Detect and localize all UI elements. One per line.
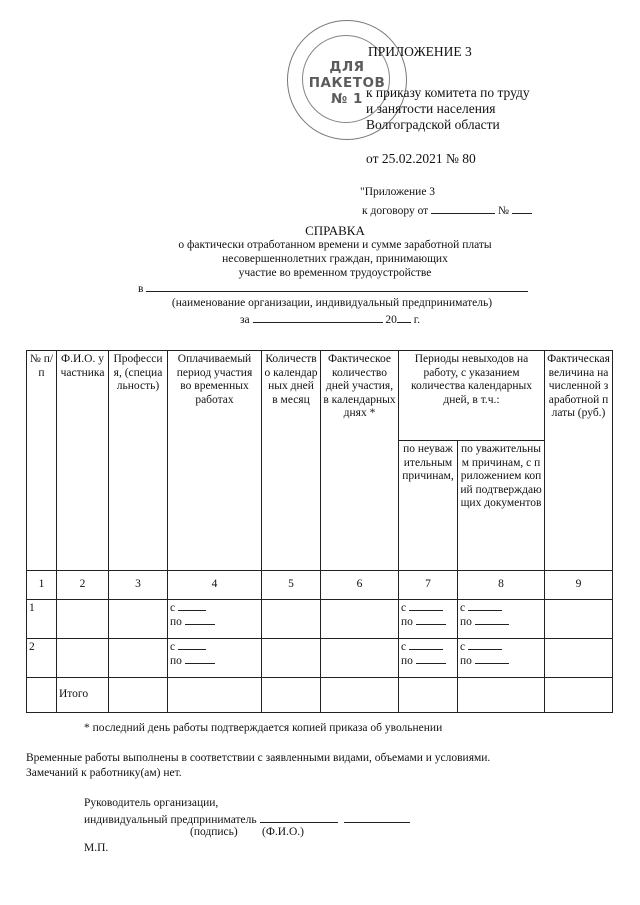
to-blank [475,663,509,664]
year-suffix: г. [413,314,421,326]
header-profession: Профессия, (специальность) [109,351,168,571]
from-blank [409,649,443,650]
signer-title: индивидуальный предприниматель [84,814,257,826]
row-salary-cell [545,600,613,639]
from-blank [468,649,502,650]
column-number: 8 [458,571,545,600]
organization-caption: (наименование организации, индивидуальный предприниматель) [171,297,493,309]
row-fio-cell [57,639,109,678]
column-number: 4 [168,571,262,600]
to-label: по [170,654,182,667]
column-number: 9 [545,571,613,600]
total-cell [109,678,168,713]
to-label: по [401,615,413,628]
row-actual-cell [321,639,399,678]
to-blank [185,663,215,664]
from-label: с [460,602,466,614]
period-blank [253,312,383,323]
seal-place: М.П. [84,842,109,854]
from-label: с [460,641,466,653]
contract-no-label: № [497,205,509,217]
stamp-line-2: ПАКЕТОВ [308,75,386,91]
total-cell [321,678,399,713]
header-salary: Фактическая величина начисленной заработной платы (руб.) [545,351,613,571]
period-prefix: за [240,314,250,326]
title-line-1: о фактически отработанном времени и сумме заработной платы [178,239,492,251]
document-title: СПРАВКА [305,223,365,238]
signature-caption: (подпись) [190,826,238,838]
from-blank [409,610,443,611]
header-fio: Ф.И.О. участника [57,351,109,571]
column-number: 2 [57,571,109,600]
title-line-3: участие во временном трудоустройстве [238,267,432,279]
report-table [26,350,613,713]
total-cell [458,678,545,713]
order-line-3: Волгоградской области [366,117,500,132]
row-fio-cell [57,600,109,639]
contract-line [362,203,532,217]
year-blank [397,312,411,323]
from-blank [468,610,502,611]
statement-line-2: Замечаний к работнику(ам) нет. [26,767,182,779]
from-label: с [401,641,407,653]
row-number: 1 [27,600,57,639]
to-label: по [170,615,182,628]
period-line [240,312,420,326]
from-label: с [170,641,176,653]
total-cell [399,678,458,713]
column-number-row [27,571,613,600]
organization-line [138,281,528,295]
row-profession-cell [109,600,168,639]
to-blank [185,624,215,625]
column-number: 6 [321,571,399,600]
row-days-cell [262,600,321,639]
order-date: от 25.02.2021 № 80 [366,151,476,166]
to-blank [416,624,446,625]
total-num-cell [27,678,57,713]
total-row [27,678,613,713]
header-paid-period: Оплачиваемый период участия во временных работах [168,351,262,571]
table-row [27,639,613,678]
column-number: 5 [262,571,321,600]
row-profession-cell [109,639,168,678]
from-label: с [170,602,176,614]
header-calendar-days: Количество календарных дней в месяц [262,351,321,571]
to-label: по [460,615,472,628]
total-cell [168,678,262,713]
footnote: * последний день работы подтверждается копией приказа об увольнении [84,722,443,734]
from-label: с [401,602,407,614]
contract-date-blank [431,203,495,214]
table-header-row [27,351,613,441]
total-cell [545,678,613,713]
order-line-2: и занятости населения [366,101,496,116]
to-label: по [460,654,472,667]
order-line-1: к приказу комитета по труду [366,85,530,100]
header-absence-excused: по уважительным причинам, с приложением копий подтверждающих документов [458,441,545,571]
to-label: по [401,654,413,667]
total-cell [262,678,321,713]
signature-blank [260,812,338,823]
total-label: Итого [57,678,109,713]
from-blank [178,610,206,611]
column-number: 1 [27,571,57,600]
to-blank [475,624,509,625]
row-days-cell [262,639,321,678]
from-blank [178,649,206,650]
header-absences: Периоды невыходов на работу, с указанием количества календарных дней, в т.ч.: [399,351,545,441]
title-line-2: несовершеннолетних граждан, принимающих [222,253,448,265]
row-unexcused-cell [399,639,458,678]
row-excused-cell [458,639,545,678]
in-prefix: в [138,283,144,295]
row-excused-cell [458,600,545,639]
stamp-line-1: ДЛЯ [329,59,365,75]
stamp-line-3: № 1 [331,91,363,107]
signer-line-2 [84,812,410,826]
fio-caption: (Ф.И.О.) [262,826,304,838]
statement-line-1: Временные работы выполнены в соответствии с заявленными видами, объемами и условиями. [26,752,491,764]
row-paid-period-cell [168,639,262,678]
contract-appendix: "Приложение 3 [360,186,436,198]
table-row [27,600,613,639]
column-number: 7 [399,571,458,600]
row-actual-cell [321,600,399,639]
signer-line-1: Руководитель организации, [84,797,219,809]
appendix-heading: ПРИЛОЖЕНИЕ 3 [368,44,472,59]
row-unexcused-cell [399,600,458,639]
header-absence-unexcused: по неуважительным причинам, [399,441,458,571]
year-prefix: 20 [385,314,397,326]
contract-number-blank [512,203,532,214]
column-number: 3 [109,571,168,600]
header-num: № п/п [27,351,57,571]
row-number: 2 [27,639,57,678]
organization-blank [146,281,528,292]
fio-blank [344,812,410,823]
header-actual-days: Фактическое количество дней участия, в календарных днях * [321,351,399,571]
to-blank [416,663,446,664]
row-salary-cell [545,639,613,678]
contract-prefix: к договору от [362,205,429,217]
row-paid-period-cell [168,600,262,639]
